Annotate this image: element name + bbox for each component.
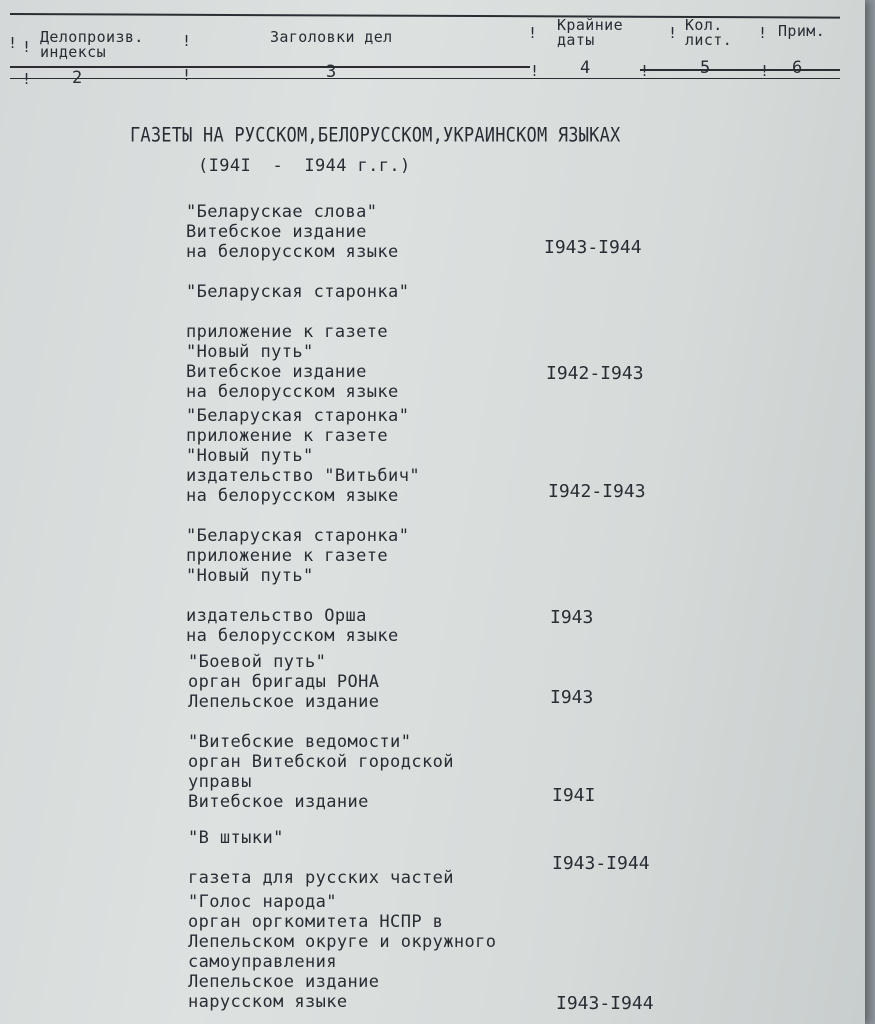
- column-separator: !: [182, 32, 192, 50]
- column-number: 6: [792, 58, 803, 78]
- entry-title-block: "Беларуская старонка" приложение к газете "Новый путь" Витебское издание на белорусском языке: [186, 282, 410, 402]
- entry-dates: I942-I943: [546, 363, 644, 384]
- column-separator: !: [760, 62, 770, 80]
- column-separator: !: [528, 24, 538, 42]
- header-mid-rule: [10, 66, 530, 68]
- entry-title-block: "Голос народа" орган оргкомитета НСПР в Лепельском округе и окружного самоуправления Лепельское издание нарусском языке: [188, 892, 497, 1012]
- section-title-years: (I94I - I944 г.г.): [198, 156, 411, 176]
- section-title: ГАЗЕТЫ НА РУССКОМ,БЕЛОРУССКОМ,УКРАИНСКОМ ЯЗЫКАХ: [130, 124, 621, 147]
- entry-dates: I94I: [552, 785, 596, 806]
- column-separator: !: [640, 62, 650, 80]
- column-separator: !: [758, 24, 768, 42]
- column-number: 5: [700, 58, 711, 78]
- column-separator: !: [668, 24, 678, 42]
- header-indexes: Делопроизв. индексы: [40, 28, 144, 61]
- header-notes: Прим.: [778, 22, 826, 40]
- entry-dates: I942-I943: [548, 481, 646, 502]
- header-sheet-count: Кол. лист.: [685, 16, 733, 49]
- entry-dates: I943: [550, 687, 594, 708]
- column-number: 4: [580, 58, 591, 78]
- entry-dates: I943-I944: [552, 853, 650, 874]
- header-bottom-rule: [10, 78, 840, 79]
- column-separator: !: [22, 38, 32, 56]
- entry-title-block: "Беларуская старонка" приложение к газете "Новый путь" издательство Орша на белорусском языке: [186, 526, 410, 646]
- column-separator: !: [8, 34, 18, 52]
- entry-title-block: "Витебские ведомости" орган Витебской городской управы Витебское издание: [188, 732, 454, 812]
- header-case-titles: Заголовки дел: [270, 28, 393, 46]
- entry-dates: I943: [550, 607, 594, 628]
- column-separator: !: [182, 66, 192, 84]
- header-dates: Крайние даты: [557, 16, 624, 49]
- entry-dates: I943-I944: [556, 993, 654, 1014]
- header-mid-rule-right: [640, 69, 840, 71]
- column-separator: !: [530, 62, 540, 80]
- entry-title-block: "Боевой путь" орган бригады РОНА Лепельское издание: [188, 652, 380, 712]
- entry-title-block: "Беларуская старонка" приложение к газете "Новый путь" издательство "Витьбич" на белорусском языке: [186, 406, 420, 506]
- column-separator: !: [22, 70, 32, 88]
- column-number: 2: [72, 68, 83, 88]
- entry-title-block: "Беларускае слова" Витебское издание на белорусском языке: [186, 202, 399, 262]
- entry-title-block: "В штыки" газета для русских частей: [188, 828, 454, 888]
- column-number: 3: [326, 62, 337, 82]
- entry-dates: I943-I944: [544, 237, 642, 258]
